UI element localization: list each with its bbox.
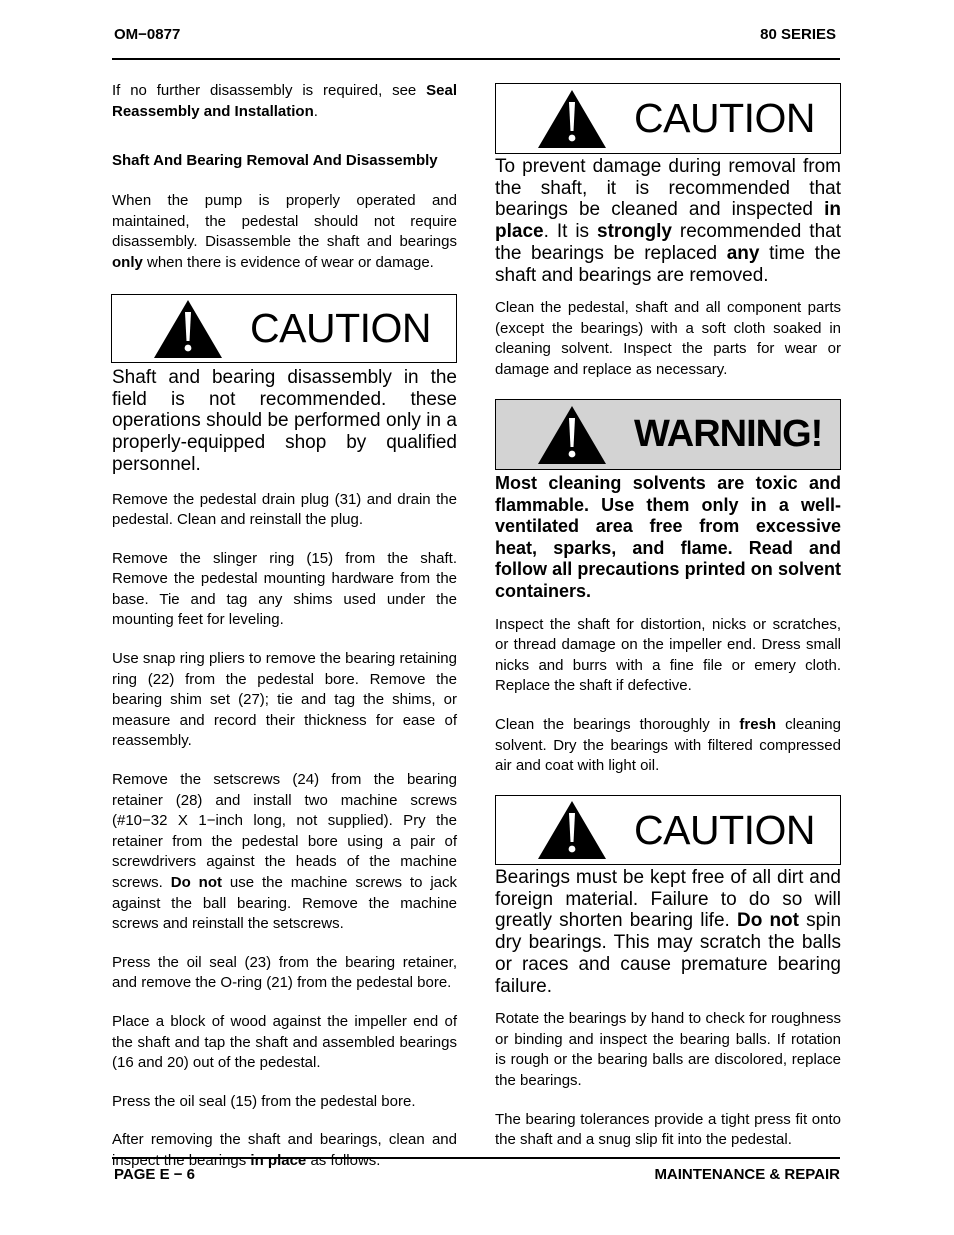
caution-text-right-2: Bearings must be kept free of all dirt and foreign material. Failure to do so will greatly shorten bearing life. Do not spin dry bearings. This may scratch the balls or races and cause premature bearing failure. <box>495 867 842 997</box>
warning-triangle-icon <box>536 88 608 150</box>
document-number: OM−0877 <box>114 26 181 43</box>
warning-text: Most cleaning solvents are toxic and flammable. Use them only in a well-ventilated area free from excessive heat, sparks, and flame. Read and follow all precautions printed on solvent containers. <box>495 473 841 601</box>
rotate-bearings-paragraph: Rotate the bearings by hand to check for roughness or binding and inspect the bearing balls. If rotation is rough or the bearing balls are discolored, replace the bearings. <box>495 1010 841 1089</box>
left-column-lower <box>112 367 457 1172</box>
section-label: MAINTENANCE & REPAIR <box>654 1166 840 1183</box>
setscrews-paragraph: Remove the setscrews (24) from the bearing retainer (28) and install two machine screws (#10−32 X 1−inch long, not supplied). Pry the retainer from the pedestal bore using a pair of screwdrivers against the heads of the machine screws. Do not use the machine screws to jack against the ball bearing. Remove the machine screws and reinstall the setscrews. <box>112 771 458 933</box>
caution-text-right-1: To prevent damage during removal from the shaft, it is recommended that bearings be cleaned and inspected in place. It is strongly recommended that the bearings be replaced any time the shaft and bearings are removed. <box>495 156 841 286</box>
bearing-tolerances-paragraph: The bearing tolerances provide a tight press fit onto the shaft and a snug slip fit into the pedestal. <box>495 1110 841 1149</box>
oil-seal-paragraph: Press the oil seal (23) from the bearing retainer, and remove the O-ring (21) from the pedestal bore. <box>112 953 457 992</box>
caution-text-left: Shaft and bearing disassembly in the field is not recommended. these operations should be performed only in a properly-equipped shop by qualified personnel. <box>112 367 457 475</box>
header-rule <box>112 58 840 60</box>
warning-triangle-icon <box>152 298 224 360</box>
slinger-ring-paragraph: Remove the slinger ring (15) from the shaft. Remove the pedestal mounting hardware from the base. Tie and tag any shims used under the mounting feet for leveling. <box>112 549 457 629</box>
caution-box-right-1 <box>495 83 841 154</box>
see-seal-reassembly-paragraph: If no further disassembly is required, see Seal Reassembly and Installation. <box>112 82 457 120</box>
right-column-upper <box>495 156 841 381</box>
caution-label: CAUTION <box>634 95 815 141</box>
inspect-in-place-paragraph: After removing the shaft and bearings, clean and inspect the bearings in place as follows. <box>112 1131 457 1169</box>
caution-label: CAUTION <box>634 806 815 853</box>
retaining-ring-paragraph: Use snap ring pliers to remove the bearing retaining ring (22) from the pedestal bore. Remove the bearing shim set (27); tie and tag the shims, or measure and record their thickness for ease of reassembly. <box>112 650 457 750</box>
right-column-lower <box>495 867 841 1151</box>
press-oil-seal-paragraph: Press the oil seal (15) from the pedestal bore. <box>112 1092 416 1110</box>
disassembly-intro-paragraph: When the pump is properly operated and maintained, the pedestal should not require disassembly. Disassemble the shaft and bearings only when there is evidence of wear or damage. <box>112 192 457 271</box>
section-heading: Shaft And Bearing Removal And Disassembly <box>112 152 438 170</box>
warning-label: WARNING! <box>634 413 823 455</box>
caution-box-right-2 <box>495 795 841 865</box>
left-column <box>112 81 457 274</box>
clean-pedestal-paragraph: Clean the pedestal, shaft and all component parts (except the bearings) with a soft cloth soaked in cleaning solvent. Inspect the parts for wear or damage and replace as necessary. <box>495 299 841 378</box>
inspect-shaft-paragraph: Inspect the shaft for distortion, nicks or scratches, or thread damage on the impeller end. Dress small nicks and burrs with a fine file or emery cloth. Replace the shaft if defective. <box>495 615 841 695</box>
warning-box <box>495 399 841 470</box>
series-label: 80 SERIES <box>760 26 836 43</box>
warning-triangle-icon <box>536 404 608 466</box>
warning-triangle-icon <box>536 799 608 861</box>
caution-box-left <box>111 294 457 363</box>
page-number: PAGE E − 6 <box>114 1166 196 1183</box>
footer-rule <box>112 1157 840 1159</box>
clean-bearings-paragraph: Clean the bearings thoroughly in fresh cleaning solvent. Dry the bearings with filtered compressed air and coat with light oil. <box>495 715 841 775</box>
drain-plug-paragraph: Remove the pedestal drain plug (31) and drain the pedestal. Clean and reinstall the plug. <box>112 490 457 529</box>
caution-label: CAUTION <box>250 305 431 351</box>
right-column-middle <box>495 473 841 777</box>
wood-block-paragraph: Place a block of wood against the impeller end of the shaft and tap the shaft and assembled bearings (16 and 20) out of the pedestal. <box>112 1012 457 1072</box>
